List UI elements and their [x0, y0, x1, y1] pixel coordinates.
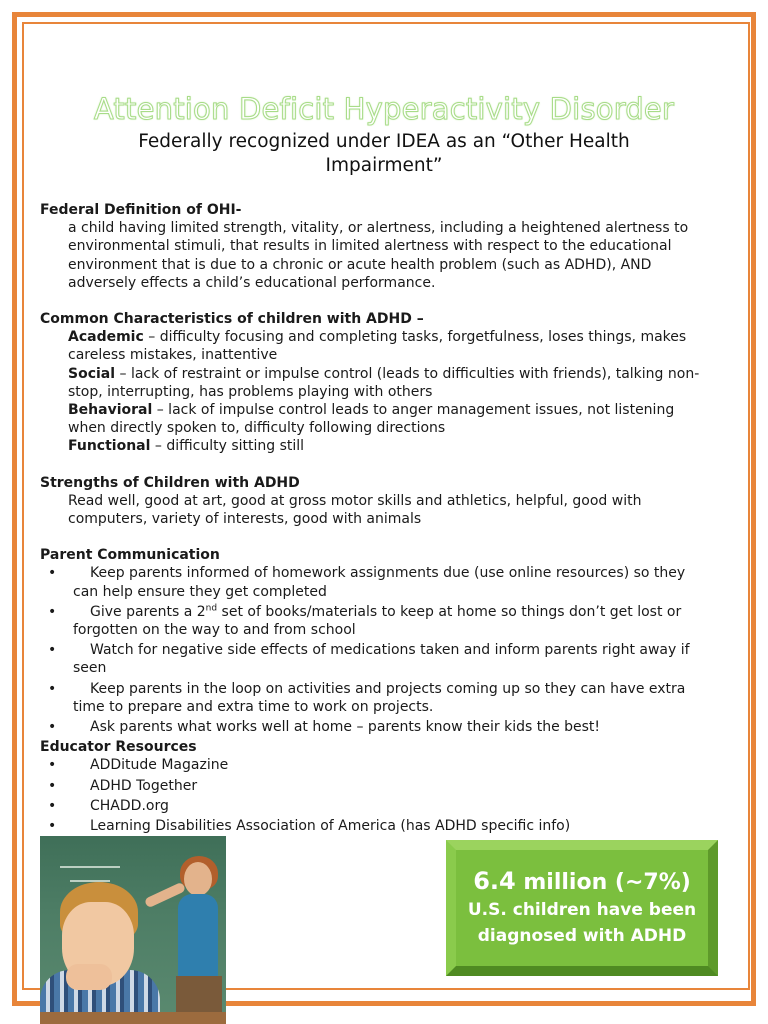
characteristics-section	[40, 310, 700, 456]
stat-unit: million (~7%)	[515, 870, 691, 895]
page-subtitle: Federally recognized under IDEA as an “Other Health Impairment”	[138, 131, 630, 176]
statistic-callout	[446, 840, 718, 976]
characteristic-term: Functional	[68, 438, 151, 455]
list-item: • Give parents a 2nd set of books/materials to keep at home so things don’t get lost or forgotten on the way to and from school	[48, 603, 682, 639]
characteristic-text: – difficulty focusing and completing tasks, forgetfulness, loses things, makes careless mistakes, inattentive	[68, 329, 687, 364]
classroom-photo	[40, 836, 226, 1024]
stat-line-3: diagnosed with ADHD	[477, 926, 687, 946]
characteristic-social	[68, 365, 700, 401]
bullet-icon: •	[48, 797, 57, 814]
bullet-icon: •	[48, 719, 57, 736]
list-item: • ADDitude Magazine	[48, 757, 229, 774]
characteristic-text: – difficulty sitting still	[150, 438, 305, 455]
list-item: • Learning Disabilities Association of America (has ADHD specific info)	[48, 818, 571, 835]
bullet-icon: •	[48, 818, 57, 835]
list-item: • ADHD Together	[48, 777, 198, 794]
characteristics-heading: Common Characteristics of children with ADHD –	[40, 311, 424, 328]
characteristic-academic	[68, 328, 700, 364]
stat-number: 6.4	[473, 867, 516, 895]
strengths-section	[40, 474, 700, 529]
bullet-icon: •	[48, 642, 57, 659]
bullet-icon: •	[48, 603, 57, 620]
page-title: Attention Deficit Hyperactivity Disorder	[93, 92, 675, 126]
bullet-icon: •	[48, 777, 57, 794]
parent-heading: Parent Communication	[40, 547, 220, 564]
list-item: • Keep parents informed of homework assignments due (use online resources) so they can help ensure they get completed	[48, 565, 686, 600]
list-item: • Keep parents in the loop on activities and projects coming up so they can have extra time to prepare and extra time to work on projects.	[48, 680, 686, 715]
list-item: • Ask parents what works well at home – parents know their kids the best!	[48, 719, 601, 736]
characteristic-term: Academic	[68, 329, 144, 346]
ohi-text: a child having limited strength, vitality, or alertness, including a heightened alertness to environmental stimuli, that results in limited alertness with respect to the educational environment that is due to a chronic or acute health problem (such as ADHD), AND adversely effects a child’s educational performance.	[68, 220, 689, 291]
strengths-text: Read well, good at art, good at gross motor skills and athletics, helpful, good with computers, variety of interests, good with animals	[68, 492, 642, 528]
ohi-heading: Federal Definition of OHI-	[40, 202, 242, 218]
list-item: • CHADD.org	[48, 797, 169, 814]
ohi-definition-section	[40, 201, 700, 292]
main-content	[40, 201, 700, 837]
characteristic-term: Behavioral	[68, 402, 153, 419]
list-item: • Watch for negative side effects of medications taken and inform parents right away if seen	[48, 642, 690, 677]
bullet-icon: •	[48, 565, 57, 582]
resources-list	[40, 756, 700, 835]
stat-line-2: U.S. children have been	[467, 900, 697, 920]
characteristic-term: Social	[68, 365, 116, 382]
parent-communication-section	[40, 546, 700, 736]
bullet-icon: •	[48, 757, 57, 774]
resources-heading: Educator Resources	[40, 739, 197, 756]
characteristic-functional	[68, 437, 700, 455]
stat-headline	[473, 867, 691, 897]
educator-resources-section	[40, 738, 700, 835]
characteristic-text: – lack of restraint or impulse control (leads to difficulties with friends), talking non-stop, interrupting, has problems playing with others	[68, 365, 700, 400]
parent-list	[40, 564, 700, 736]
strengths-heading: Strengths of Children with ADHD	[40, 474, 300, 491]
characteristic-text: – lack of impulse control leads to anger management issues, not listening when directly spoken to, difficulty following directions	[68, 402, 675, 437]
bullet-icon: •	[48, 680, 57, 697]
characteristic-behavioral	[68, 401, 700, 437]
